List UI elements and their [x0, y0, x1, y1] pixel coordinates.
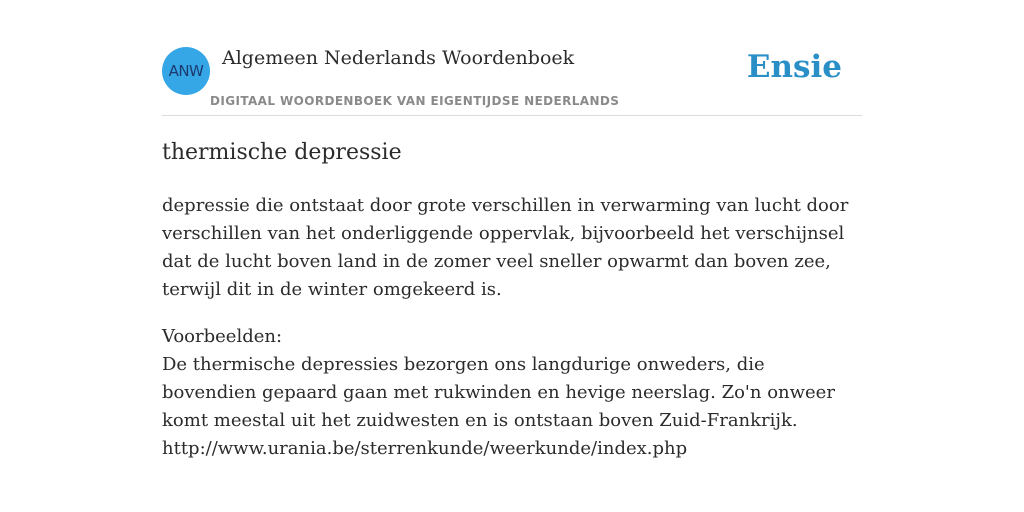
- site-title[interactable]: Algemeen Nederlands Woordenboek: [222, 47, 575, 69]
- entry-headword: thermische depressie: [162, 140, 402, 165]
- entry-definition: depressie die ontstaat door grote verschillen in verwarming van lucht door verschillen van het onderliggende oppervlak, bijvoorbeeld het verschijnsel dat de lucht boven land in de zomer veel sneller opwarmt dan boven zee, terwijl dit in de winter omgekeerd is.: [162, 195, 849, 300]
- site-header: [162, 44, 862, 116]
- site-subtitle: DIGITAAL WOORDENBOEK VAN EIGENTIJDSE NEDERLANDS: [210, 94, 620, 108]
- entry-examples: [162, 323, 864, 463]
- header-divider: [162, 115, 862, 116]
- example-source: http://www.urania.be/sterrenkunde/weerkunde/index.php: [162, 438, 688, 459]
- ensie-brand-logo[interactable]: Ensie: [746, 49, 842, 85]
- examples-label: Voorbeelden:: [162, 326, 283, 347]
- example-text: De thermische depressies bezorgen ons langdurige onweders, die bovendien gepaard gaan met rukwinden en hevige neerslag. Zo'n onweer komt meestal uit het zuidwesten en is ontstaan boven Zuid-Frankrijk.: [162, 354, 835, 431]
- anw-logo[interactable]: ANW: [162, 47, 210, 95]
